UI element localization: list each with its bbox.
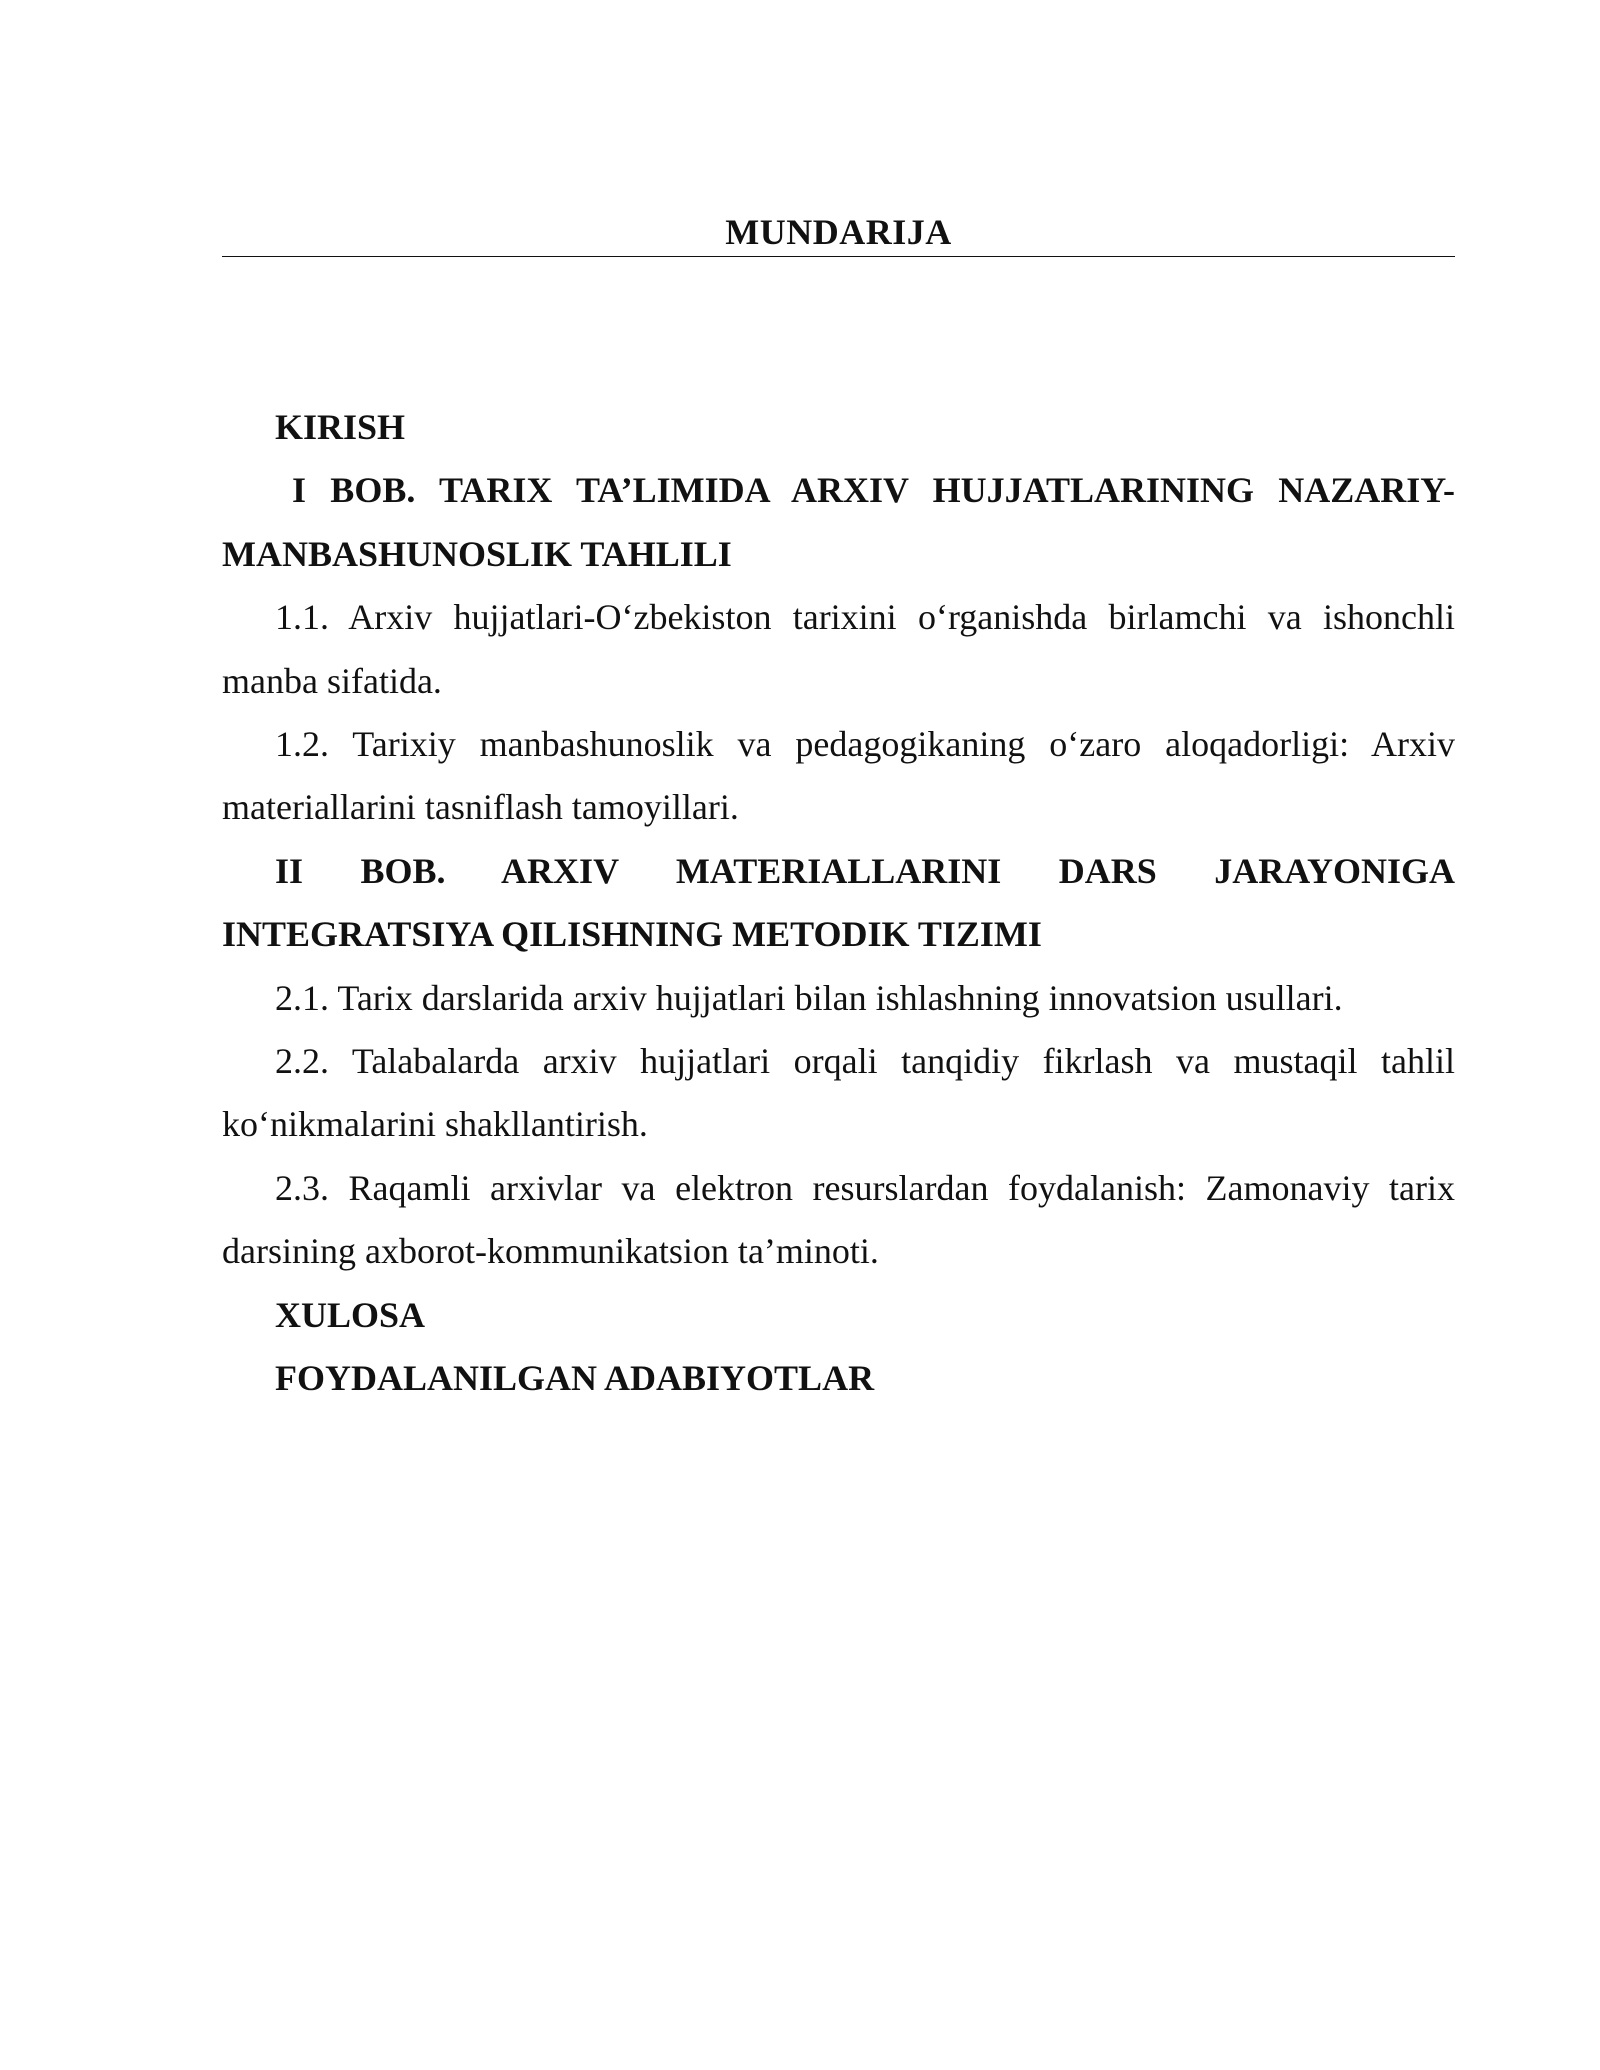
toc-entry-references: FOYDALANILGAN ADABIYOTLAR (275, 1358, 875, 1399)
toc-entry-section-1-2: 1.2. Tarixiy manbashunoslik va pedagogikaning o‘zaro aloqadorligi: Arxiv materiallarini tasniflash tamoyillari. (222, 724, 1455, 828)
toc-entry-chapter-2: II BOB. ARXIV MATERIALLARINI DARS JARAYONIGA INTEGRATSIYA QILISHNING METODIK TIZIMI (222, 850, 1455, 955)
toc-entry-section-2-2: 2.2. Talabalarda arxiv hujjatlari orqali tanqidiy fikrlash va mustaqil tahlil ko‘nikmalarini shakllantirish. (222, 1041, 1455, 1145)
toc-entry-conclusion: XULOSA (275, 1294, 426, 1335)
toc-entry-section-1-1: 1.1. Arxiv hujjatlari-O‘zbekiston tarixini o‘rganishda birlamchi va ishonchli manba sifatida. (222, 597, 1455, 701)
toc-entry-section-2-3: 2.3. Raqamli arxivlar va elektron resurslardan foydalanish: Zamonaviy tarix darsining axborot-kommunikatsion ta’minoti. (222, 1167, 1455, 1272)
table-of-contents (222, 396, 1455, 1411)
title-block (222, 210, 1455, 257)
toc-entry-chapter-1: I BOB. TARIX TA’LIMIDA ARXIV HUJJATLARINING NAZARIY-MANBASHUNOSLIK TAHLILI (222, 470, 1455, 574)
toc-entry-section-2-1: 2.1. Tarix darslarida arxiv hujjatlari bilan ishlashning innovatsion usullari. (275, 977, 1343, 1018)
toc-entry-introduction: KIRISH (275, 407, 406, 447)
page-title: MUNDARIJA (725, 212, 952, 252)
